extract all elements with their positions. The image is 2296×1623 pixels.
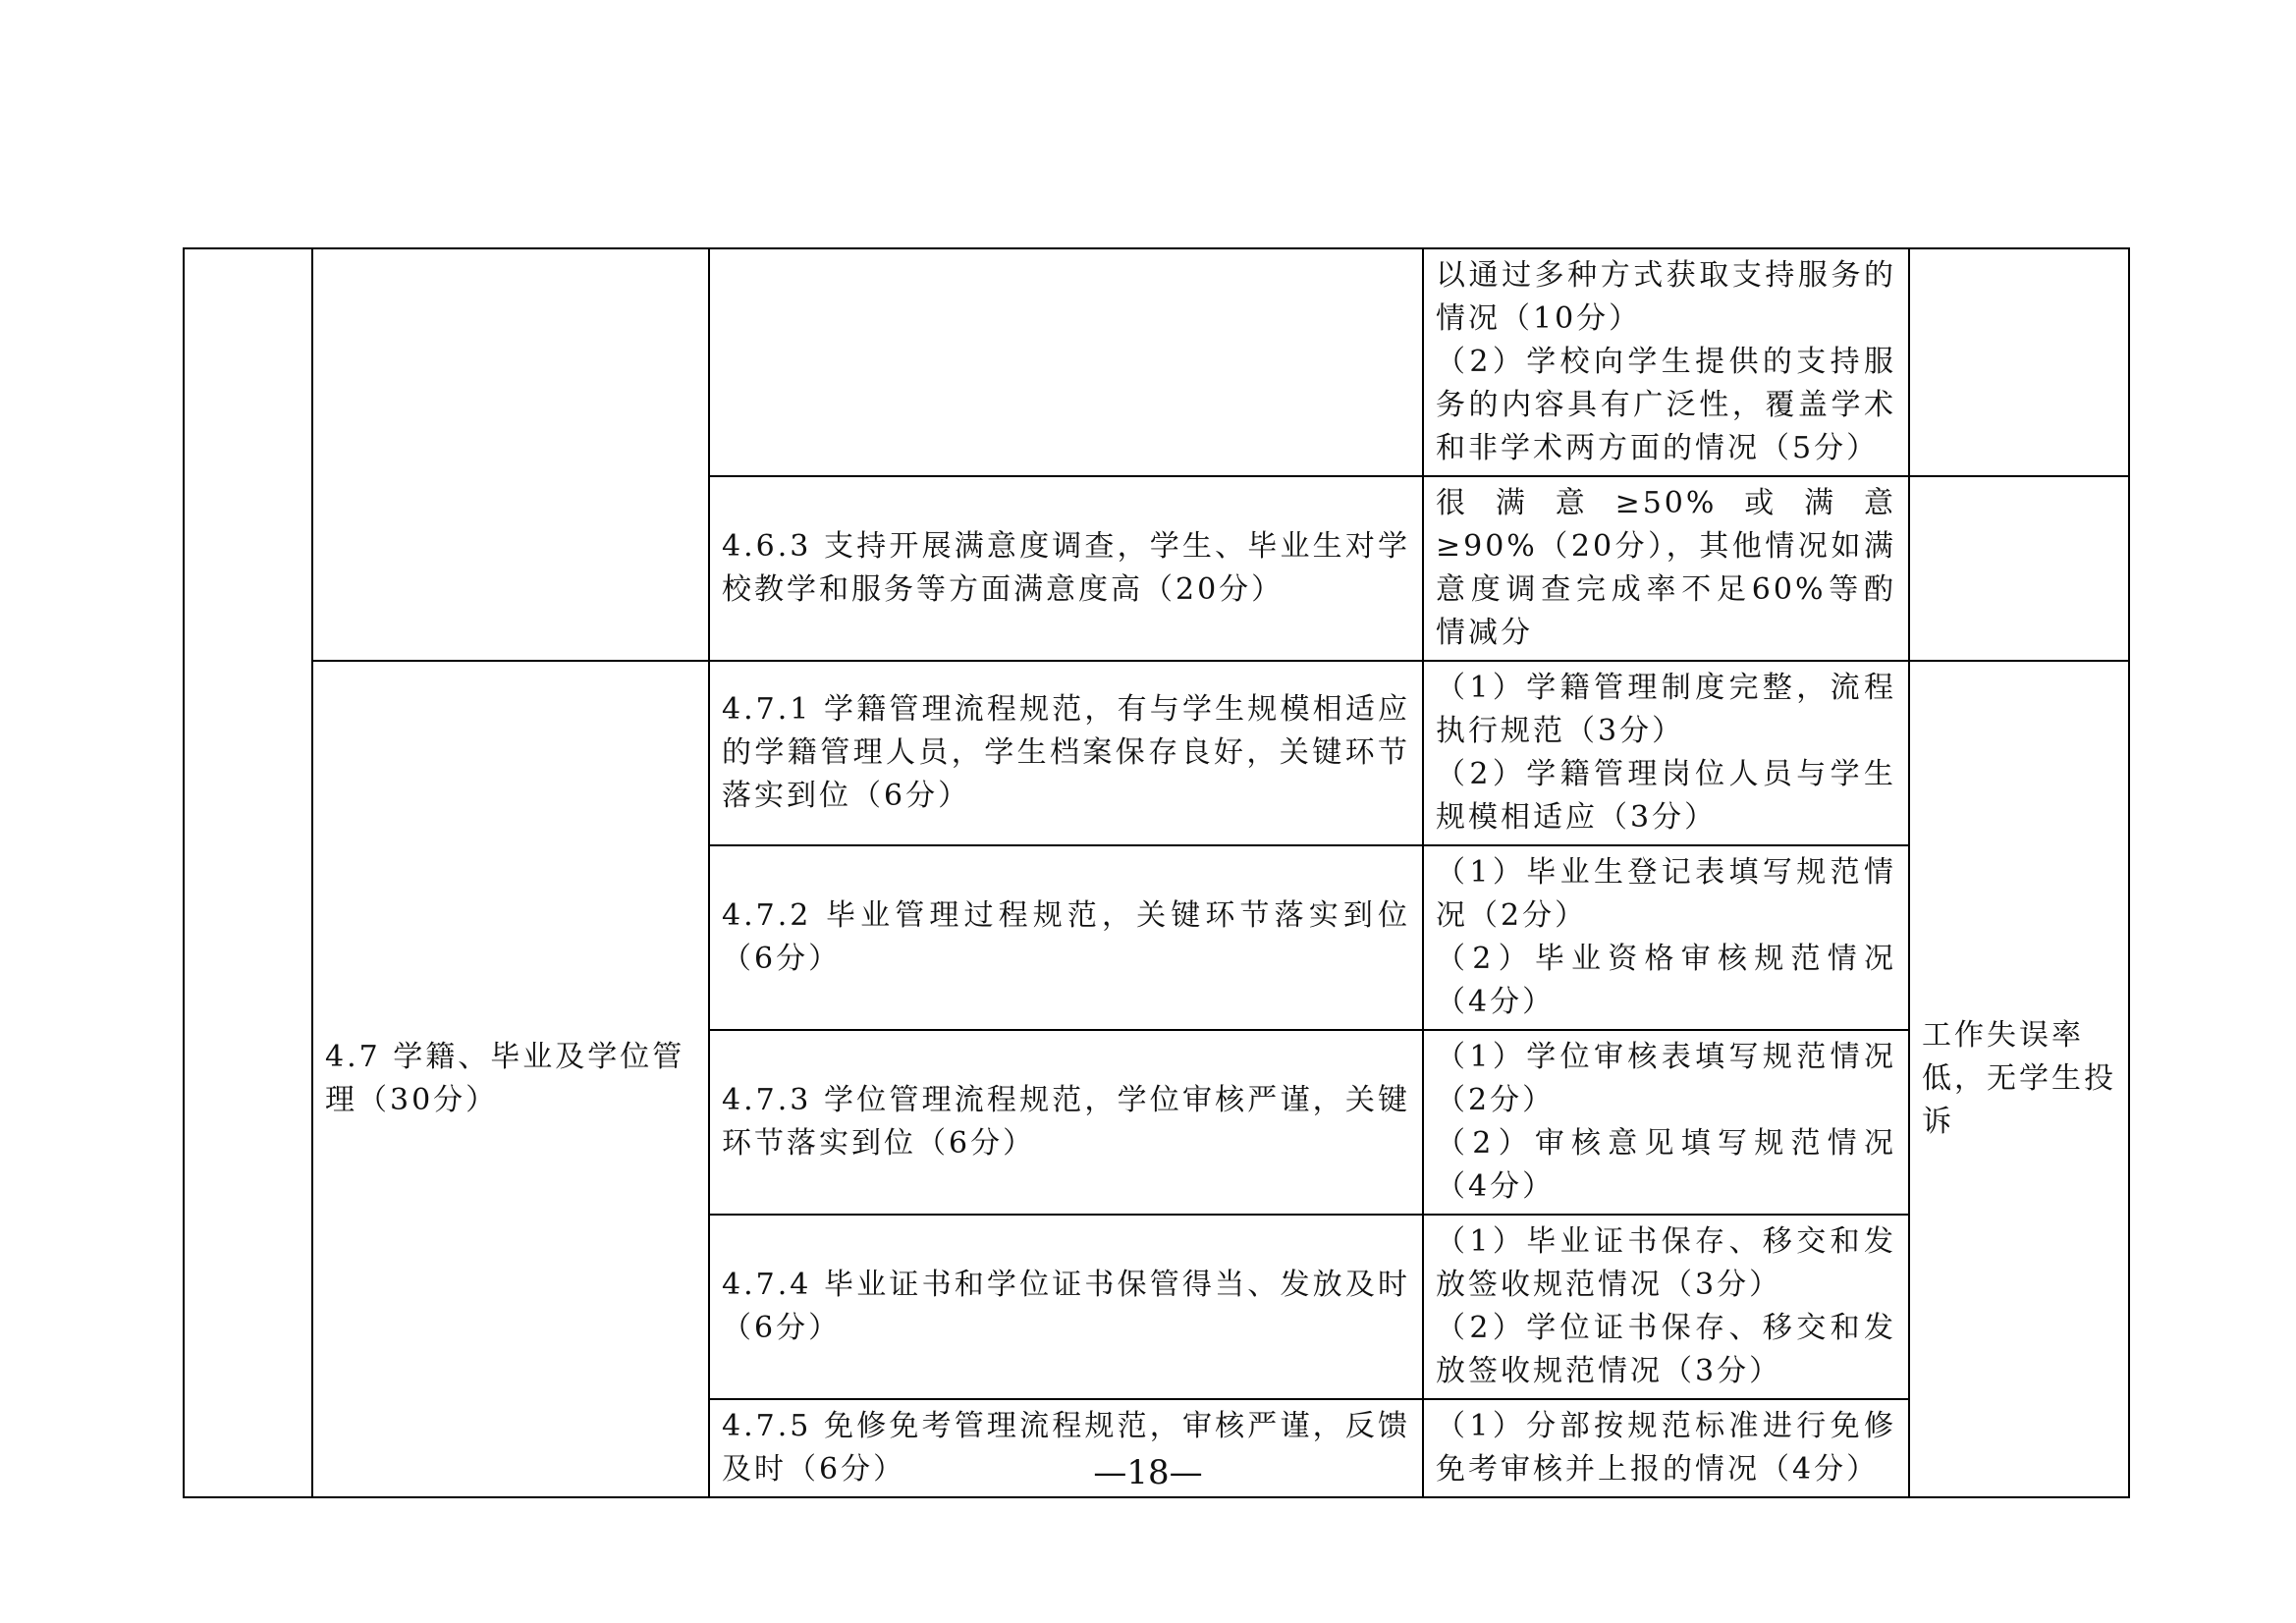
criteria-cell (1423, 1030, 1909, 1215)
criteria-item: （1）学籍管理制度完整，流程执行规范（3分） (1436, 671, 1896, 748)
standard-cell (709, 248, 1423, 476)
criteria-item: 以通过多种方式获取支持服务的情况（10分） (1436, 258, 1896, 336)
criteria-item: （1）分部按规范标准进行免修免考审核并上报的情况（4分） (1436, 1409, 1896, 1487)
first-level-indicator-cell (184, 248, 312, 1497)
standard-cell (709, 661, 1423, 845)
criteria-item: （1）学位审核表填写规范情况（2分） (1436, 1040, 1896, 1117)
criteria-item: （2）学校向学生提供的支持服务的内容具有广泛性，覆盖学术和非学术两方面的情况（5分） (1436, 345, 1896, 465)
criteria-item: （2）学籍管理岗位人员与学生规模相适应（3分） (1436, 757, 1896, 835)
criteria-item: （2）毕业资格审核规范情况（4分） (1436, 942, 1896, 1019)
criteria-cell (1423, 1215, 1909, 1399)
criteria-item: （2）审核意见填写规范情况（4分） (1436, 1126, 1896, 1204)
remark-text: 工作失误率低，无学生投诉 (1922, 1018, 2116, 1139)
criteria-item: （1）毕业证书保存、移交和发放签收规范情况（3分） (1436, 1224, 1896, 1302)
standard-text: 4.7.5 免修免考管理流程规范，审核严谨，反馈及时（6分） (722, 1409, 1410, 1487)
criteria-cell (1423, 845, 1909, 1030)
standard-cell (709, 1215, 1423, 1399)
evaluation-table (183, 247, 2130, 1498)
criteria-cell (1423, 248, 1909, 476)
criteria-item: （1）毕业生登记表填写规范情况（2分） (1436, 855, 1896, 933)
standard-text: 4.7.1 学籍管理流程规范，有与学生规模相适应的学籍管理人员，学生档案保存良好，关键环节落实到位（6分） (722, 692, 1410, 813)
standard-cell (709, 476, 1423, 661)
criteria-item: 很满意≥50%或满意≥90%（20分），其他情况如满意度调查完成率不足60%等酌情减分 (1436, 486, 1896, 650)
criteria-item: （2）学位证书保存、移交和发放签收规范情况（3分） (1436, 1311, 1896, 1388)
remark-cell (1909, 476, 2129, 661)
criteria-cell (1423, 661, 1909, 845)
table-row (184, 248, 2129, 476)
standard-text: 4.7.3 学位管理流程规范，学位审核严谨，关键环节落实到位（6分） (722, 1083, 1410, 1161)
remark-cell (1909, 661, 2129, 1497)
standard-cell (709, 845, 1423, 1030)
standard-text: 4.7.4 毕业证书和学位证书保管得当、发放及时（6分） (722, 1268, 1410, 1345)
remark-cell (1909, 248, 2129, 476)
page-number: —18— (1093, 1453, 1203, 1492)
standard-text: 4.6.3 支持开展满意度调查，学生、毕业生对学校教学和服务等方面满意度高（20分） (722, 529, 1410, 607)
second-level-indicator-cell (312, 661, 709, 1497)
criteria-cell (1423, 476, 1909, 661)
indicator-text: 4.7 学籍、毕业及学位管理（30分） (325, 1040, 685, 1117)
second-level-indicator-cell (312, 248, 709, 661)
table-row (184, 661, 2129, 845)
standard-cell (709, 1030, 1423, 1215)
standard-text: 4.7.2 毕业管理过程规范，关键环节落实到位（6分） (722, 898, 1410, 976)
